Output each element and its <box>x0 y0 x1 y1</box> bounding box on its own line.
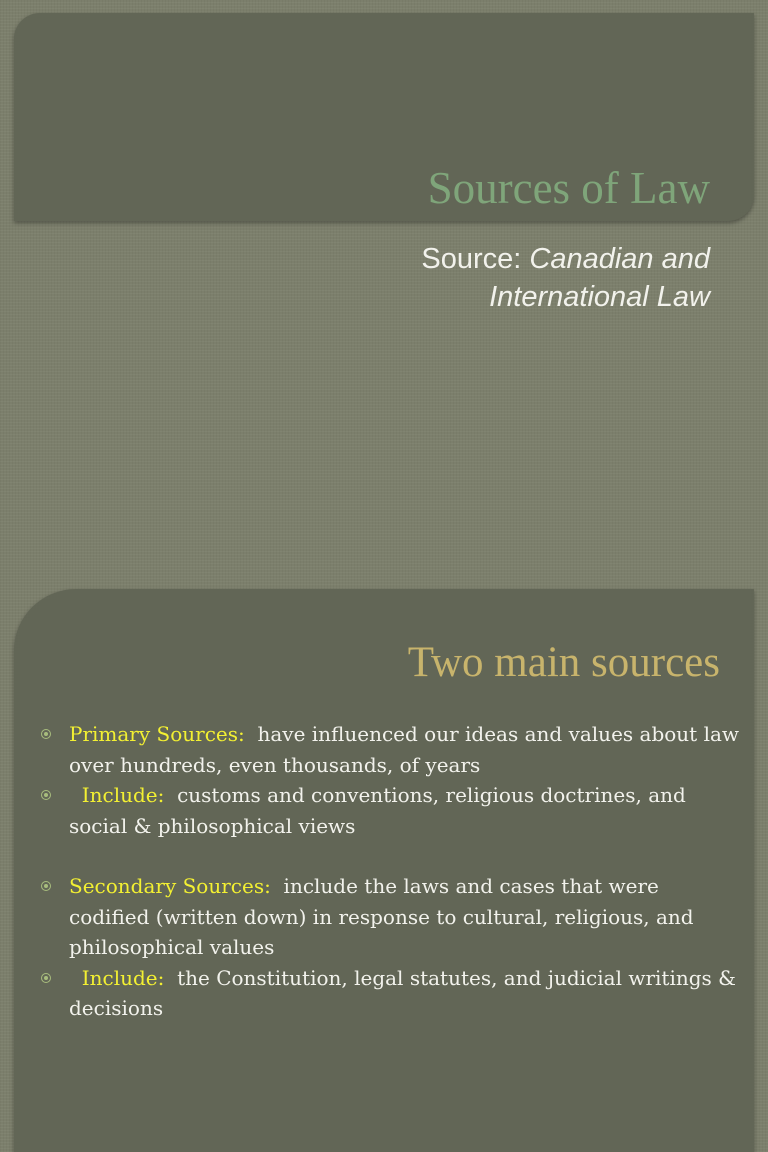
subtitle-prefix: Source: <box>421 243 522 275</box>
slide-subtitle <box>190 240 710 316</box>
circle-dot-icon <box>41 881 51 891</box>
circle-dot-icon <box>41 790 51 800</box>
bullet-text: customs and conventions, religious doctrines, and social & philosophical views <box>69 783 686 838</box>
bullet-text: the Constitution, legal statutes, and judicial writings & decisions <box>69 965 736 1020</box>
slide-2 <box>0 576 768 1152</box>
bullet-label: Include: <box>81 965 165 990</box>
slide-heading: Two main sources <box>407 639 720 686</box>
bullet-item <box>40 780 740 841</box>
bullet-text: include the laws and cases that were codified (written down) in response to cultural, religious, and philosophical values <box>69 874 694 959</box>
bullet-item <box>40 871 740 963</box>
circle-dot-icon <box>41 729 51 739</box>
bullet-item <box>40 719 740 780</box>
bullet-item <box>40 963 740 1024</box>
subtitle-line-2: International Law <box>489 281 710 313</box>
bullet-label: Include: <box>81 783 165 807</box>
bullet-list <box>40 719 740 1024</box>
bullet-label: Primary Sources: <box>69 722 245 746</box>
slide-title: Sources of Law <box>427 163 710 213</box>
bullet-text: have influenced our ideas and values about law over hundreds, even thousands, of years <box>69 722 740 777</box>
subtitle-line-1: Canadian and <box>529 243 710 275</box>
bullet-label: Secondary Sources: <box>69 874 271 898</box>
circle-dot-icon <box>41 973 51 983</box>
